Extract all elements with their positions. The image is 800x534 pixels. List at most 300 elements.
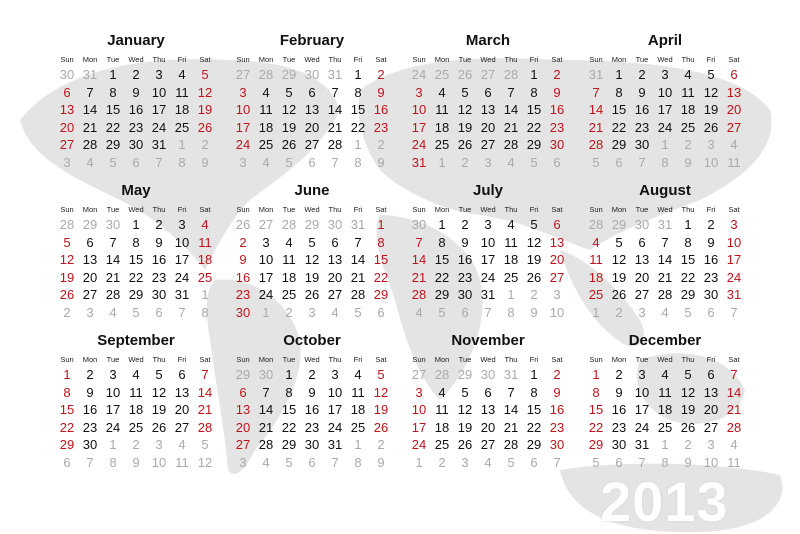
week-row xyxy=(408,216,569,234)
weekday-label: Sat xyxy=(375,354,387,364)
month-november xyxy=(408,330,569,471)
day-cell: 19 xyxy=(197,102,213,118)
day-cell: 24 xyxy=(634,419,650,435)
other-month-day-cell: 5 xyxy=(132,304,140,320)
other-month-day-cell: 5 xyxy=(684,304,692,320)
other-month-day-cell: 4 xyxy=(109,304,117,320)
other-month-day-cell: 5 xyxy=(285,454,293,470)
day-cell: 30 xyxy=(634,137,650,153)
week-row xyxy=(585,119,746,137)
week-row xyxy=(56,251,217,269)
day-cell: 2 xyxy=(239,234,247,250)
other-month-day-cell: 9 xyxy=(530,304,538,320)
day-cell: 1 xyxy=(592,367,600,383)
day-cell: 16 xyxy=(611,402,627,418)
other-month-day-cell: 11 xyxy=(727,454,741,470)
week-row xyxy=(408,454,569,472)
month-december xyxy=(585,330,746,471)
day-cell: 11 xyxy=(175,84,189,100)
day-cell: 8 xyxy=(354,84,362,100)
other-month-day-cell: 4 xyxy=(730,137,738,153)
week-row xyxy=(585,66,746,84)
day-cell: 1 xyxy=(530,367,538,383)
day-cell: 2 xyxy=(638,67,646,83)
day-cell: 5 xyxy=(530,217,538,233)
day-cell: 30 xyxy=(304,437,320,453)
day-cell: 8 xyxy=(438,234,446,250)
day-cell: 4 xyxy=(285,234,293,250)
other-month-day-cell: 1 xyxy=(201,287,209,303)
weekday-label: Sat xyxy=(551,54,563,64)
day-cell: 10 xyxy=(411,102,427,118)
day-cell: 8 xyxy=(285,384,293,400)
other-month-day-cell: 28 xyxy=(258,67,274,83)
day-cell: 15 xyxy=(434,252,450,268)
day-cell: 9 xyxy=(615,384,623,400)
day-cell: 30 xyxy=(151,287,167,303)
week-row xyxy=(56,286,217,304)
weekday-label: Thu xyxy=(152,54,166,64)
day-cell: 26 xyxy=(526,269,542,285)
day-cell: 7 xyxy=(201,367,209,383)
day-cell: 18 xyxy=(197,252,213,268)
weekday-label: Sun xyxy=(236,54,250,64)
week-row xyxy=(232,419,393,437)
day-cell: 23 xyxy=(151,269,167,285)
day-cell: 4 xyxy=(354,367,362,383)
week-row xyxy=(56,234,217,252)
day-cell: 31 xyxy=(151,137,167,153)
weekday-label: Thu xyxy=(152,354,166,364)
day-cell: 11 xyxy=(435,402,449,418)
weekday-label: Sun xyxy=(236,204,250,214)
day-cell: 6 xyxy=(178,367,186,383)
week-row xyxy=(56,401,217,419)
other-month-day-cell: 8 xyxy=(661,454,669,470)
day-cell: 23 xyxy=(235,287,251,303)
month-january xyxy=(56,30,217,171)
day-cell: 22 xyxy=(350,119,366,135)
month-title: January xyxy=(107,32,165,49)
day-cell: 3 xyxy=(239,84,247,100)
day-cell: 13 xyxy=(327,252,343,268)
day-cell: 3 xyxy=(178,217,186,233)
weekday-label: Wed xyxy=(304,54,320,64)
day-cell: 20 xyxy=(703,402,719,418)
day-cell: 2 xyxy=(553,67,561,83)
other-month-day-cell: 9 xyxy=(377,454,385,470)
day-cell: 28 xyxy=(197,419,213,435)
day-cell: 21 xyxy=(105,269,121,285)
other-month-day-cell: 12 xyxy=(197,454,213,470)
other-month-day-cell: 31 xyxy=(327,67,343,83)
other-month-day-cell: 1 xyxy=(507,287,515,303)
day-cell: 18 xyxy=(657,402,673,418)
day-cell: 28 xyxy=(411,287,427,303)
day-cell: 7 xyxy=(331,84,339,100)
weekday-label: Tue xyxy=(458,54,472,64)
other-month-day-cell: 7 xyxy=(155,154,163,170)
day-cell: 17 xyxy=(634,402,650,418)
day-cell: 26 xyxy=(457,137,473,153)
other-month-day-cell: 28 xyxy=(59,217,75,233)
week-row xyxy=(56,304,217,322)
day-cell: 5 xyxy=(461,384,469,400)
day-cell: 15 xyxy=(128,252,144,268)
day-cell: 21 xyxy=(327,119,343,135)
other-month-day-cell: 9 xyxy=(684,454,692,470)
day-cell: 9 xyxy=(377,84,385,100)
other-month-day-cell: 29 xyxy=(304,217,320,233)
weekday-label: Mon xyxy=(434,354,450,364)
day-cell: 21 xyxy=(258,419,274,435)
month-title: April xyxy=(647,32,683,49)
other-month-day-cell: 1 xyxy=(592,304,600,320)
weekday-header xyxy=(408,202,569,216)
other-month-day-cell: 8 xyxy=(109,454,117,470)
day-cell: 30 xyxy=(235,304,251,320)
week-row xyxy=(232,436,393,454)
other-month-day-cell: 30 xyxy=(304,67,320,83)
day-cell: 13 xyxy=(549,234,565,250)
weekday-label: Fri xyxy=(353,354,363,364)
week-row xyxy=(56,436,217,454)
weekday-label: Mon xyxy=(258,54,274,64)
weekday-header xyxy=(232,52,393,66)
other-month-day-cell: 30 xyxy=(258,367,274,383)
weekday-label: Mon xyxy=(611,204,627,214)
weekday-label: Mon xyxy=(611,54,627,64)
weekday-header xyxy=(585,202,746,216)
day-cell: 1 xyxy=(109,67,117,83)
weekday-label: Sat xyxy=(551,204,563,214)
day-cell: 24 xyxy=(726,269,742,285)
day-cell: 2 xyxy=(86,367,94,383)
weekday-label: Tue xyxy=(106,204,120,214)
weekday-label: Wed xyxy=(304,204,320,214)
day-cell: 14 xyxy=(503,102,519,118)
week-row xyxy=(408,366,569,384)
day-cell: 16 xyxy=(549,102,565,118)
day-cell: 3 xyxy=(730,217,738,233)
day-cell: 7 xyxy=(507,84,515,100)
weekday-label: Thu xyxy=(504,354,518,364)
other-month-day-cell: 4 xyxy=(415,304,423,320)
day-cell: 11 xyxy=(504,234,518,250)
day-cell: 4 xyxy=(262,84,270,100)
day-cell: 27 xyxy=(480,137,496,153)
day-cell: 7 xyxy=(592,84,600,100)
week-row xyxy=(585,401,746,419)
week-row xyxy=(585,436,746,454)
weekday-label: Wed xyxy=(128,204,144,214)
day-cell: 26 xyxy=(304,287,320,303)
day-cell: 19 xyxy=(151,402,167,418)
weekday-label: Sun xyxy=(412,354,426,364)
day-cell: 27 xyxy=(703,419,719,435)
other-month-day-cell: 26 xyxy=(457,67,473,83)
weekday-label: Tue xyxy=(635,54,649,64)
week-row xyxy=(585,286,746,304)
day-cell: 20 xyxy=(235,419,251,435)
day-cell: 29 xyxy=(588,437,604,453)
weekday-label: Fri xyxy=(177,354,187,364)
other-month-day-cell: 5 xyxy=(109,154,117,170)
week-row xyxy=(585,304,746,322)
week-row xyxy=(56,384,217,402)
day-cell: 26 xyxy=(680,419,696,435)
day-cell: 5 xyxy=(155,367,163,383)
day-cell: 30 xyxy=(703,287,719,303)
day-cell: 30 xyxy=(82,437,98,453)
day-cell: 2 xyxy=(132,67,140,83)
weekday-label: Mon xyxy=(82,204,98,214)
day-cell: 22 xyxy=(105,119,121,135)
day-cell: 10 xyxy=(258,252,274,268)
day-cell: 4 xyxy=(684,67,692,83)
day-cell: 16 xyxy=(304,402,320,418)
week-row xyxy=(56,366,217,384)
week-row xyxy=(408,286,569,304)
day-cell: 21 xyxy=(197,402,213,418)
day-cell: 25 xyxy=(258,137,274,153)
weekday-header xyxy=(232,352,393,366)
day-cell: 19 xyxy=(304,269,320,285)
week-row xyxy=(585,136,746,154)
day-cell: 12 xyxy=(703,84,719,100)
day-cell: 9 xyxy=(132,84,140,100)
day-cell: 11 xyxy=(129,384,143,400)
day-cell: 13 xyxy=(480,102,496,118)
day-cell: 22 xyxy=(611,119,627,135)
day-cell: 27 xyxy=(634,287,650,303)
day-cell: 6 xyxy=(484,84,492,100)
weekday-label: Thu xyxy=(328,354,342,364)
weekday-label: Fri xyxy=(177,204,187,214)
weekday-label: Wed xyxy=(128,354,144,364)
day-cell: 16 xyxy=(128,102,144,118)
day-cell: 28 xyxy=(327,137,343,153)
weekday-label: Sun xyxy=(60,204,74,214)
day-cell: 12 xyxy=(457,402,473,418)
other-month-day-cell: 2 xyxy=(438,454,446,470)
other-month-day-cell: 10 xyxy=(703,154,719,170)
day-cell: 25 xyxy=(680,119,696,135)
day-cell: 5 xyxy=(285,84,293,100)
day-cell: 13 xyxy=(703,384,719,400)
other-month-day-cell: 7 xyxy=(178,304,186,320)
day-cell: 12 xyxy=(281,102,297,118)
day-cell: 14 xyxy=(327,102,343,118)
weekday-label: Fri xyxy=(706,354,716,364)
other-month-day-cell: 24 xyxy=(411,67,427,83)
day-cell: 23 xyxy=(703,269,719,285)
day-cell: 6 xyxy=(331,234,339,250)
day-cell: 21 xyxy=(588,119,604,135)
day-cell: 17 xyxy=(174,252,190,268)
day-cell: 8 xyxy=(63,384,71,400)
day-cell: 13 xyxy=(59,102,75,118)
day-cell: 29 xyxy=(281,437,297,453)
day-cell: 10 xyxy=(105,384,121,400)
day-cell: 15 xyxy=(350,102,366,118)
weekday-label: Thu xyxy=(504,204,518,214)
other-month-day-cell: 1 xyxy=(262,304,270,320)
other-month-day-cell: 29 xyxy=(611,217,627,233)
day-cell: 18 xyxy=(258,119,274,135)
month-title: July xyxy=(472,182,503,199)
weekday-label: Thu xyxy=(504,54,518,64)
other-month-day-cell: 4 xyxy=(331,304,339,320)
other-month-day-cell: 27 xyxy=(258,217,274,233)
week-row xyxy=(232,119,393,137)
day-cell: 10 xyxy=(657,84,673,100)
weekday-label: Thu xyxy=(152,204,166,214)
day-cell: 28 xyxy=(503,437,519,453)
weekday-label: Thu xyxy=(328,54,342,64)
day-cell: 12 xyxy=(680,384,696,400)
other-month-day-cell: 3 xyxy=(707,437,715,453)
week-row xyxy=(232,366,393,384)
week-row xyxy=(585,269,746,287)
day-cell: 27 xyxy=(235,437,251,453)
other-month-day-cell: 9 xyxy=(377,154,385,170)
other-month-day-cell: 31 xyxy=(503,367,519,383)
weekday-label: Fri xyxy=(177,54,187,64)
other-month-day-cell: 6 xyxy=(308,454,316,470)
day-cell: 26 xyxy=(457,437,473,453)
day-cell: 2 xyxy=(707,217,715,233)
week-row xyxy=(56,84,217,102)
weekday-label: Fri xyxy=(529,354,539,364)
week-row xyxy=(408,119,569,137)
day-cell: 13 xyxy=(480,402,496,418)
day-cell: 24 xyxy=(411,437,427,453)
other-month-day-cell: 4 xyxy=(262,154,270,170)
day-cell: 5 xyxy=(707,67,715,83)
day-cell: 28 xyxy=(503,137,519,153)
day-cell: 22 xyxy=(588,419,604,435)
day-cell: 15 xyxy=(373,252,389,268)
weekday-label: Sat xyxy=(728,354,740,364)
weekday-label: Sat xyxy=(551,354,563,364)
other-month-day-cell: 6 xyxy=(530,454,538,470)
week-row xyxy=(56,154,217,172)
day-cell: 29 xyxy=(526,137,542,153)
week-row xyxy=(408,234,569,252)
week-row xyxy=(585,84,746,102)
other-month-day-cell: 6 xyxy=(377,304,385,320)
day-cell: 26 xyxy=(703,119,719,135)
day-cell: 5 xyxy=(63,234,71,250)
day-cell: 23 xyxy=(634,119,650,135)
other-month-day-cell: 2 xyxy=(285,304,293,320)
day-cell: 16 xyxy=(634,102,650,118)
day-cell: 22 xyxy=(526,119,542,135)
other-month-day-cell: 2 xyxy=(377,437,385,453)
day-cell: 30 xyxy=(549,437,565,453)
day-cell: 1 xyxy=(354,67,362,83)
weekday-label: Sat xyxy=(199,54,211,64)
month-title: November xyxy=(451,332,525,349)
other-month-day-cell: 2 xyxy=(63,304,71,320)
weekday-label: Tue xyxy=(282,354,296,364)
day-cell: 12 xyxy=(197,84,213,100)
month-april xyxy=(585,30,746,171)
weekday-label: Fri xyxy=(353,54,363,64)
day-cell: 20 xyxy=(82,269,98,285)
other-month-day-cell: 31 xyxy=(350,217,366,233)
day-cell: 4 xyxy=(178,67,186,83)
weekday-label: Fri xyxy=(529,54,539,64)
day-cell: 28 xyxy=(82,137,98,153)
month-title: March xyxy=(465,32,511,49)
day-cell: 9 xyxy=(461,234,469,250)
week-row xyxy=(232,269,393,287)
week-row xyxy=(232,84,393,102)
weekday-label: Tue xyxy=(282,54,296,64)
other-month-day-cell: 30 xyxy=(480,367,496,383)
week-row xyxy=(56,216,217,234)
weekday-label: Wed xyxy=(657,54,673,64)
day-cell: 4 xyxy=(507,217,515,233)
weekday-label: Thu xyxy=(328,204,342,214)
day-cell: 22 xyxy=(434,269,450,285)
week-row xyxy=(585,366,746,384)
day-cell: 19 xyxy=(680,402,696,418)
day-cell: 28 xyxy=(258,437,274,453)
other-month-day-cell: 6 xyxy=(707,304,715,320)
other-month-day-cell: 8 xyxy=(178,154,186,170)
day-cell: 15 xyxy=(105,102,121,118)
week-row xyxy=(585,234,746,252)
day-cell: 21 xyxy=(82,119,98,135)
month-may xyxy=(56,180,217,321)
month-title: June xyxy=(294,182,330,199)
day-cell: 8 xyxy=(615,84,623,100)
day-cell: 21 xyxy=(350,269,366,285)
day-cell: 13 xyxy=(82,252,98,268)
week-row xyxy=(232,216,393,234)
other-month-day-cell: 1 xyxy=(354,137,362,153)
other-month-day-cell: 8 xyxy=(354,154,362,170)
day-cell: 27 xyxy=(174,419,190,435)
day-cell: 26 xyxy=(59,287,75,303)
day-cell: 24 xyxy=(327,419,343,435)
day-cell: 9 xyxy=(553,84,561,100)
other-month-day-cell: 8 xyxy=(507,304,515,320)
day-cell: 3 xyxy=(155,67,163,83)
day-cell: 4 xyxy=(592,234,600,250)
day-cell: 17 xyxy=(151,102,167,118)
other-month-day-cell: 3 xyxy=(86,304,94,320)
month-title: August xyxy=(639,182,691,199)
day-cell: 25 xyxy=(197,269,213,285)
day-cell: 12 xyxy=(59,252,75,268)
other-month-day-cell: 10 xyxy=(549,304,565,320)
other-month-day-cell: 3 xyxy=(63,154,71,170)
week-row xyxy=(408,101,569,119)
day-cell: 9 xyxy=(707,234,715,250)
day-cell: 23 xyxy=(549,419,565,435)
other-month-day-cell: 8 xyxy=(201,304,209,320)
other-month-day-cell: 10 xyxy=(703,454,719,470)
day-cell: 5 xyxy=(308,234,316,250)
day-cell: 8 xyxy=(592,384,600,400)
other-month-day-cell: 27 xyxy=(411,367,427,383)
weekday-header xyxy=(408,352,569,366)
week-row xyxy=(232,234,393,252)
